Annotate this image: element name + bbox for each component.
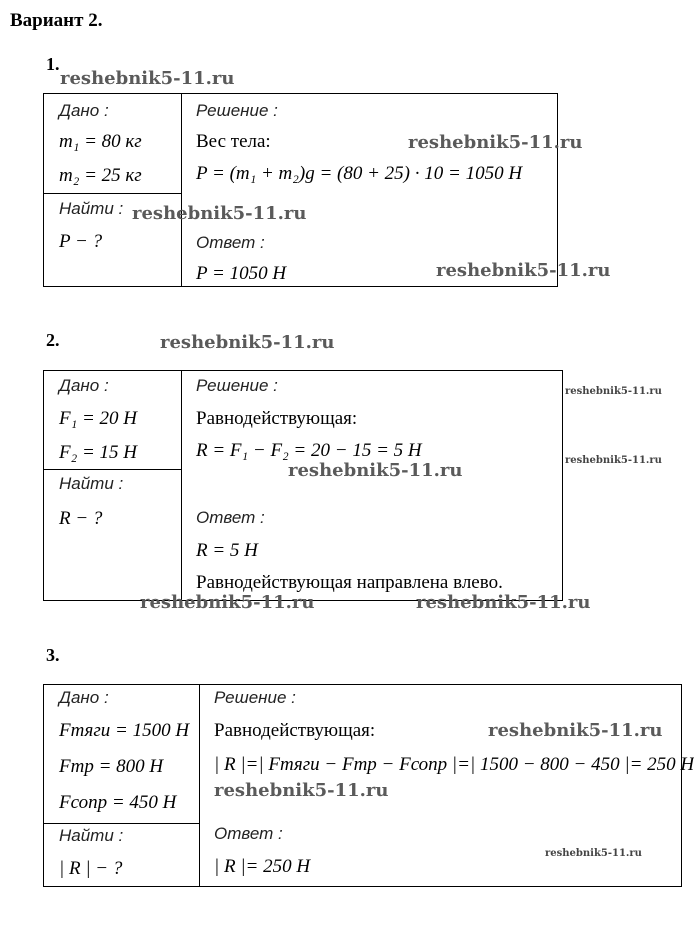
problem-3-number: 3. — [46, 645, 60, 665]
solution-label: Решение : — [196, 376, 278, 395]
answer-label: Ответ : — [214, 824, 283, 843]
find-value: P − ? — [59, 231, 103, 252]
find-value: R − ? — [59, 508, 103, 529]
watermark: reshebnik5-11.ru — [140, 592, 315, 613]
solution-text: Вес тела: — [196, 131, 271, 152]
given-label: Дано : — [59, 101, 109, 120]
find-label: Найти : — [59, 199, 124, 218]
solution-formula: | R |=| Fтяги − Fтр − Fсопр |=| 1500 − 800 − 450 |= 250 Н — [214, 754, 694, 775]
problem-1-number: 1. — [46, 54, 60, 74]
given-item: Fтр = 800 Н — [59, 756, 164, 777]
given-item: Fтяги = 1500 Н — [59, 720, 190, 741]
solution-formula: P = (m₁ + m₂)g = (80 + 25) · 10 = 1050 Н — [196, 163, 523, 184]
given-label: Дано : — [59, 376, 109, 395]
watermark: reshebnik5-11.ru — [288, 460, 463, 481]
answer-label: Ответ : — [196, 233, 265, 252]
problem-2-number: 2. — [46, 330, 60, 350]
watermark: reshebnik5-11.ru — [436, 260, 611, 281]
watermark: reshebnik5-11.ru — [488, 720, 663, 741]
given-item: m₂ = 25 кг — [59, 165, 142, 186]
find-value: | R | − ? — [59, 858, 123, 879]
find-label: Найти : — [59, 826, 124, 845]
watermark: reshebnik5-11.ru — [565, 386, 662, 397]
solution-text: Равнодействующая: — [214, 720, 376, 741]
find-label: Найти : — [59, 474, 124, 493]
given-item: m₁ = 80 кг — [59, 131, 142, 152]
watermark: reshebnik5-11.ru — [132, 203, 307, 224]
conclusion-text: Равнодействующая направлена влево. — [196, 572, 503, 593]
watermark: reshebnik5-11.ru — [160, 332, 335, 353]
problem-1-table — [43, 93, 558, 287]
solution-text: Равнодействующая: — [196, 408, 358, 429]
watermark: reshebnik5-11.ru — [565, 455, 662, 466]
given-item: F₂ = 15 Н — [59, 442, 138, 463]
answer-label: Ответ : — [196, 508, 265, 527]
solution-formula: R = F₁ − F₂ = 20 − 15 = 5 Н — [196, 440, 422, 461]
page-title: Вариант 2. — [10, 10, 103, 31]
answer-value: R = 5 Н — [196, 540, 258, 561]
watermark: reshebnik5-11.ru — [408, 132, 583, 153]
answer-value: P = 1050 Н — [196, 263, 287, 284]
solution-label: Решение : — [196, 101, 278, 120]
given-label: Дано : — [59, 688, 109, 707]
answer-value: | R |= 250 Н — [214, 856, 311, 877]
problem-2-table — [43, 370, 563, 601]
solution-label: Решение : — [214, 688, 296, 707]
watermark: reshebnik5-11.ru — [416, 592, 591, 613]
watermark: reshebnik5-11.ru — [545, 848, 642, 859]
watermark: reshebnik5-11.ru — [214, 780, 389, 801]
given-item: F₁ = 20 Н — [59, 408, 138, 429]
given-item: Fсопр = 450 Н — [59, 792, 177, 813]
watermark: reshebnik5-11.ru — [60, 68, 235, 89]
